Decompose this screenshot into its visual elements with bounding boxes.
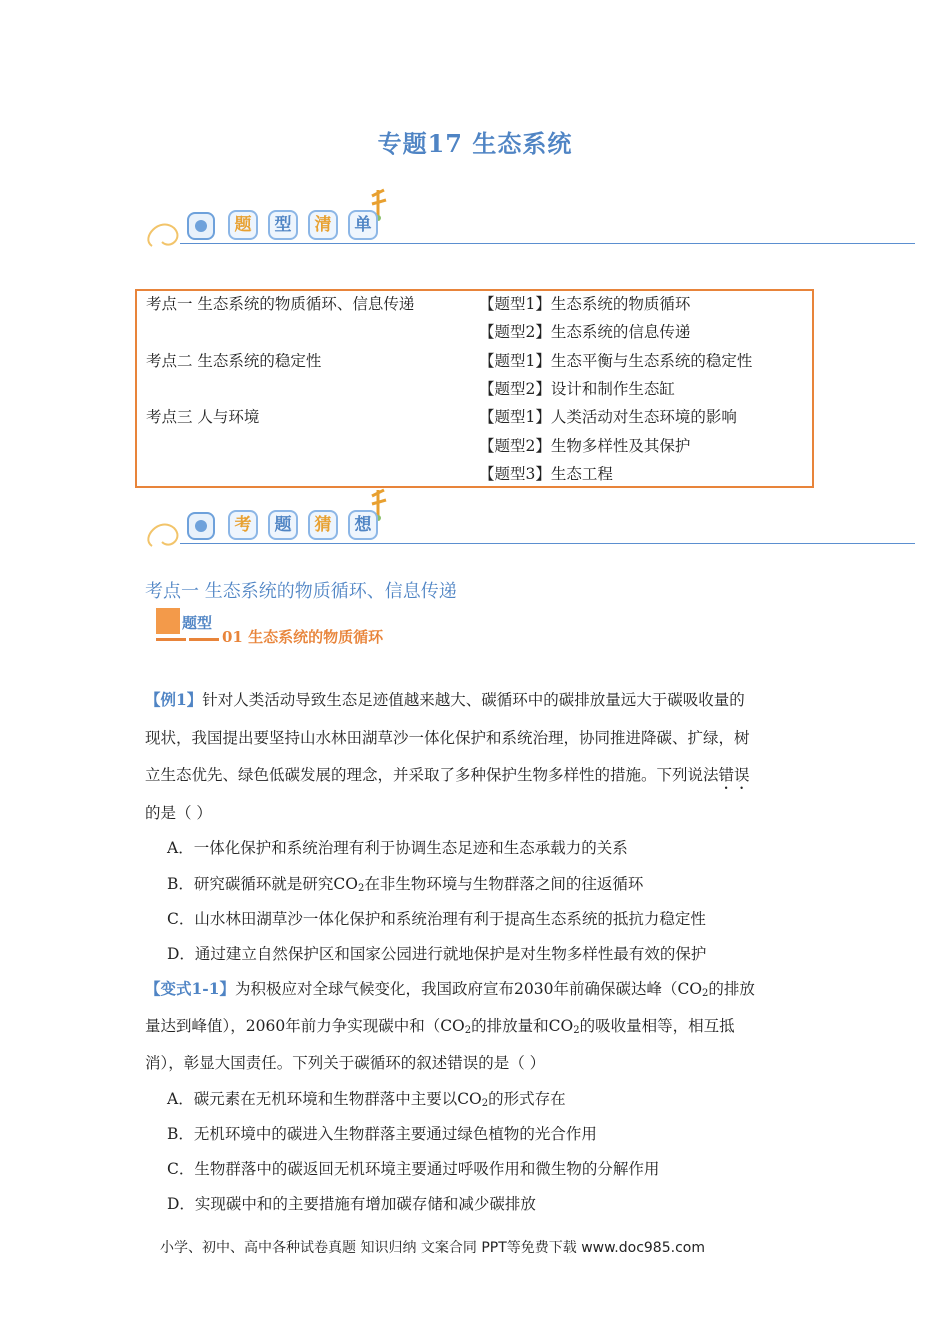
- question-stem: 现状，我国提出要坚持山水林田湖草沙一体化保护和系统治理，协同推进降碳、扩绿，树: [145, 729, 750, 747]
- topic-type: 【题型3】生态工程: [479, 465, 613, 483]
- topic-type: 【题型1】人类活动对生态环境的影响: [479, 408, 737, 426]
- banner-tile: 猜: [308, 510, 338, 540]
- question-type-name: 01 生态系统的物质循环: [222, 628, 384, 646]
- question-stem: 立生态优先、绿色低碳发展的理念，并采取了多种保护生物多样性的措施。下列说法错误: [145, 766, 750, 784]
- question-stem: 的是（ ）: [145, 804, 212, 822]
- banner-tile: 型: [268, 210, 298, 240]
- emphasized-text: 错误: [718, 766, 750, 784]
- heading-block-icon: [156, 608, 180, 634]
- topic-type: 【题型2】设计和制作生态缸: [479, 380, 675, 398]
- topic-table: [135, 289, 814, 488]
- option-b: B．研究碳循环就是研究$CO_2$在非生物环境与生物群落之间的往返循环: [167, 875, 644, 894]
- topic-type: 【题型2】生态系统的信息传递: [479, 323, 691, 341]
- option-d: D．实现碳中和的主要措施有增加碳存储和减少碳排放: [167, 1195, 536, 1213]
- banner-tile: 题: [228, 210, 258, 240]
- question-stem: 量达到峰值），2060年前力争实现碳中和（$CO_2$的排放量和$CO_2$的吸收量相等，相互抵: [145, 1017, 735, 1036]
- question-guess-banner: [140, 488, 915, 558]
- topic-type: 【题型1】生态系统的物质循环: [479, 295, 691, 313]
- footer-text: 小学、初中、高中各种试卷真题 知识归纳 文案合同 PPT等免费下载 www.doc985.com: [160, 1240, 705, 1256]
- example-tag: 【例1】: [145, 690, 203, 709]
- question-stem: 消），彰显大国责任。下列关于碳循环的叙述错误的是（ ）: [145, 1054, 546, 1072]
- option-b: B．无机环境中的碳进入生物群落主要通过绿色植物的光合作用: [167, 1125, 597, 1143]
- topic-point: 考点三 人与环境: [146, 408, 260, 426]
- banner-tile: 考: [228, 510, 258, 540]
- option-a: A．碳元素在无机环境和生物群落中主要以$CO_2$的形式存在: [167, 1090, 566, 1109]
- question-type-label: 题型: [182, 614, 213, 632]
- topic-point: 考点二 生态系统的稳定性: [146, 352, 322, 370]
- option-c: C．生物群落中的碳返回无机环境主要通过呼吸作用和微生物的分解作用: [167, 1160, 660, 1178]
- number-badge-icon: [187, 512, 215, 540]
- variant-tag: 【变式1-1】: [145, 979, 236, 998]
- banner-tile: 题: [268, 510, 298, 540]
- page-title: 专题17 生态系统: [377, 129, 573, 158]
- question-stem: 【变式1-1】为积极应对全球气候变化，我国政府宣布2030年前确保碳达峰（$CO_2$的排放: [145, 979, 755, 999]
- banner-tile: 想: [348, 510, 378, 540]
- topic-point: 考点一 生态系统的物质循环、信息传递: [146, 295, 415, 313]
- number-badge-icon: [187, 212, 215, 240]
- topic-type: 【题型2】生物多样性及其保护: [479, 437, 691, 455]
- option-a: A．一体化保护和系统治理有利于协调生态足迹和生态承载力的关系: [167, 839, 628, 857]
- option-d: D．通过建立自然保护区和国家公园进行就地保护是对生物多样性最有效的保护: [167, 945, 707, 963]
- question-list-banner: [140, 188, 915, 258]
- question-type-heading: [156, 608, 476, 648]
- question-stem: 【例1】针对人类活动导致生态足迹值越来越大、碳循环中的碳排放量远大于碳吸收量的: [145, 690, 745, 709]
- option-c: C．山水林田湖草沙一体化保护和系统治理有利于提高生态系统的抵抗力稳定性: [167, 910, 706, 928]
- banner-tile: 单: [348, 210, 378, 240]
- topic-type: 【题型1】生态平衡与生态系统的稳定性: [479, 352, 753, 370]
- banner-tile: 清: [308, 210, 338, 240]
- section-title: 考点一 生态系统的物质循环、信息传递: [145, 581, 457, 602]
